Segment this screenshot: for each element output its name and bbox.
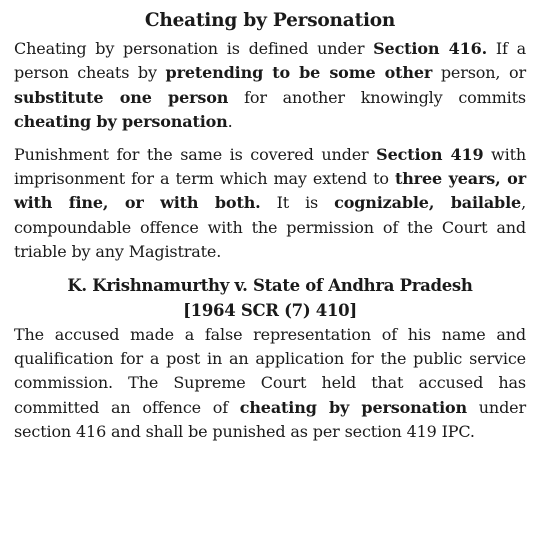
punishment-bold-section: Section 419 [376,144,484,164]
page-title: Cheating by Personation [144,10,396,31]
case-text-2: under section 416 and shall be punished as per section 419 IPC. [14,397,526,442]
case-citation: [1964 SCR (7) 410] [183,300,357,320]
case-title: K. Krishnamurthy v. State of Andhra Pradesh [67,275,473,295]
case-bold-cheating: cheating by personation [239,397,468,417]
punishment-paragraph [14,143,526,265]
definition-bold-section: Section 416. [373,39,488,58]
definition-text-1: Cheating by personation is defined under [14,39,374,58]
definition-text-5: . [227,112,233,132]
definition-text-4: for another knowingly commits [228,87,526,107]
punishment-bold-term: three years, or with fine, or with both. [14,169,526,213]
definition-text-3: person, or [432,63,526,83]
punishment-text-2: with imprisonment for a term which may extend to [14,144,527,189]
definition-bold-substitute: substitute one person [14,87,229,107]
punishment-text-3: It is [260,193,335,213]
definition-paragraph [14,37,526,135]
definition-bold-cheating: cheating by personation [14,112,228,132]
punishment-text-1: Punishment for the same is covered under [14,144,377,164]
case-text-1: The accused made a false representation of his name and qualification for a post in an application for the public service commission. The Supreme Court held that accused has committed an offence of [14,324,526,417]
definition-text-2: If a person cheats by [14,39,526,83]
punishment-bold-nature: cognizable, bailable [334,193,522,213]
document-page [14,8,526,445]
case-paragraph [14,323,526,445]
definition-bold-pretending: pretending to be some other [165,63,433,83]
punishment-text-4: , compoundable offence with the permission of the Court and triable by any Magistrate. [14,193,526,262]
